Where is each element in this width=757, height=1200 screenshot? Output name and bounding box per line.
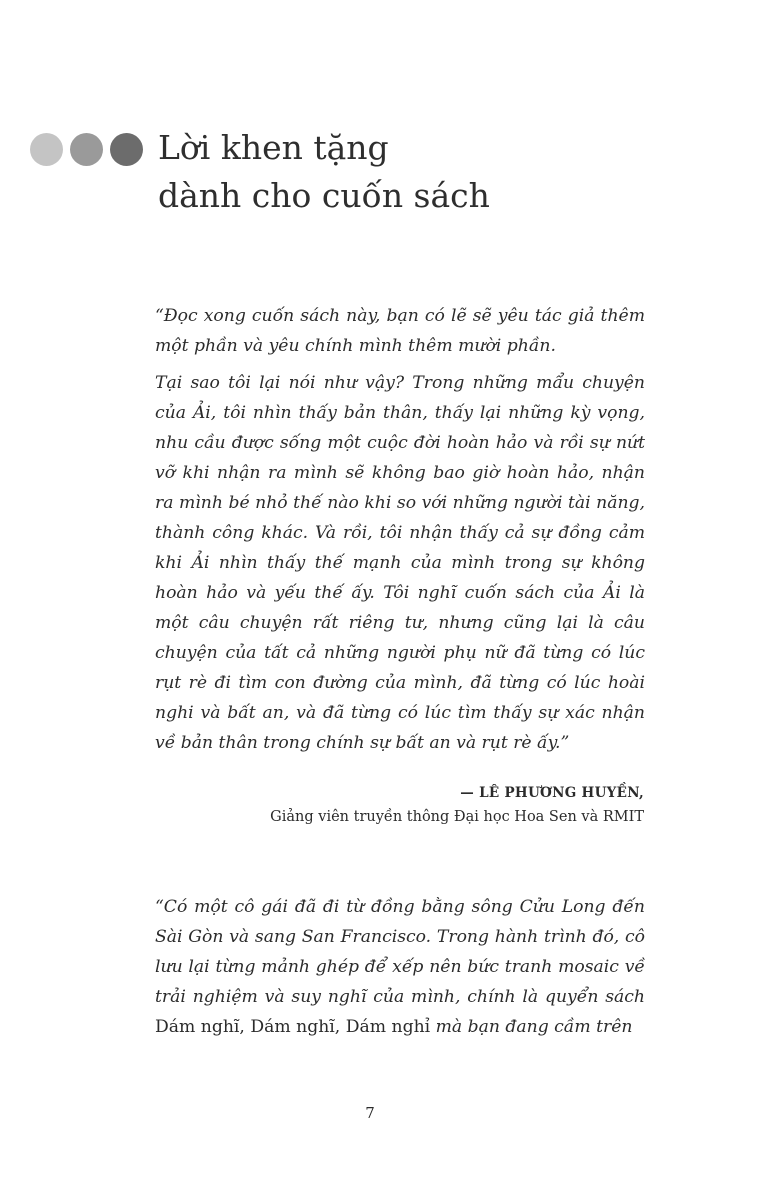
page-title — [158, 124, 490, 220]
book-title: Dám nghĩ, Dám nghĩ, Dám nghỉ — [155, 1017, 431, 1037]
testimonial-1-attribution — [270, 781, 644, 829]
testimonial-1-paragraph-1: “Đọc xong cuốn sách này, bạn có lẽ sẽ yêu tác giả thêm một phần và yêu chính mình thêm mười phần. — [155, 306, 645, 356]
dot-dark-icon — [110, 133, 143, 166]
dot-light-icon — [30, 133, 63, 166]
testimonial-2 — [155, 892, 645, 1042]
testimonial-1 — [155, 301, 645, 758]
testimonial-2-text-start: “Có một cô gái đã đi từ đồng bằng sông Cửu Long đến Sài Gòn và sang San Francisco. Trong hành trình đó, cô lưu lại từng mảnh ghép để xếp nên bức tranh mosaic về trải nghiệm và suy nghĩ của mình, chính là quyển sách — [155, 897, 645, 1007]
testimonial-1-paragraph-2: Tại sao tôi lại nói như vậy? Trong những mẩu chuyện của Ải, tôi nhìn thấy bản thân, thấy lại những kỳ vọng, nhu cầu được sống một cuộc đời hoàn hảo và rồi sự nứt vỡ khi nhận ra mình sẽ không bao giờ hoàn hảo, nhận ra mình bé nhỏ thế nào khi so với những người tài năng, thành công khác. Và rồi, tôi nhận thấy cả sự đồng cảm khi Ải nhìn thấy thế mạnh của mình trong sự không hoàn hảo và yếu thế ấy. Tôi nghĩ cuốn sách của Ải là một câu chuyện rất riêng tư, nhưng cũng lại là câu chuyện của tất cả những người phụ nữ đã từng có lúc rụt rè đi tìm con đường của mình, đã từng có lúc hoài nghi và bất an, và đã từng có lúc tìm thấy sự xác nhận về bản thân trong chính sự bất an và rụt rè ấy.” — [155, 373, 645, 753]
testimonial-2-paragraph — [155, 892, 645, 1042]
title-line-1: Lời khen tặng — [158, 128, 389, 167]
attribution-role: Giảng viên truyền thông Đại học Hoa Sen và RMIT — [270, 809, 644, 825]
heading-dots — [30, 133, 143, 167]
attribution-name: — LÊ PHƯƠNG HUYỀN, — [460, 785, 644, 801]
testimonial-2-text-end: mà bạn đang cầm trên — [435, 1017, 633, 1037]
page-number: 7 — [365, 1104, 375, 1122]
dot-medium-icon — [70, 133, 103, 166]
title-line-2: dành cho cuốn sách — [158, 176, 490, 215]
